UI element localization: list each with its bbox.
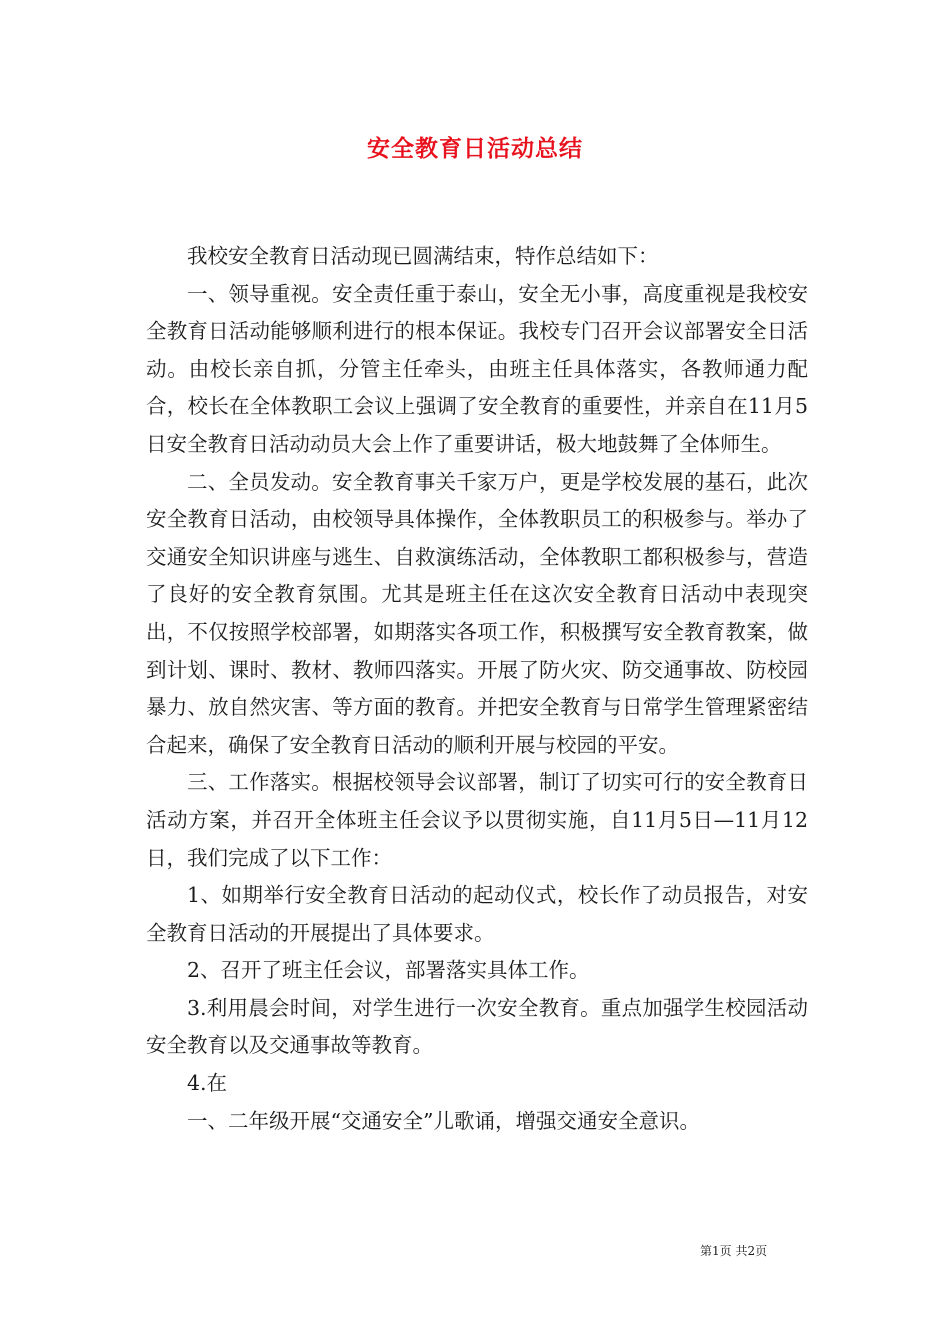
document-body (146, 238, 808, 1140)
paragraph-item-3: 3.利用晨会时间，对学生进行一次安全教育。重点加强学生校园活动安全教育以及交通事故等教育。 (146, 995, 808, 1058)
paragraph-item-2: 2、召开了班主任会议，部署落实具体工作。 (187, 958, 590, 983)
paragraph-intro: 我校安全教育日活动现已圆满结束，特作总结如下： (187, 244, 659, 268)
paragraph-implementation: 三、工作落实。根据校领导会议部署，制订了切实可行的安全教育日活动方案，并召开全体班主任会议予以贯彻实施，自11月5日—11月12日，我们完成了以下工作： (146, 770, 808, 870)
page-number: 第1页 共2页 (700, 1244, 768, 1258)
paragraph-item-1: 1、如期举行安全教育日活动的起动仪式，校长作了动员报告，对安全教育日活动的开展提出了具体要求。 (146, 883, 808, 945)
paragraph-mobilization: 二、全员发动。安全教育事关千家万户，更是学校发展的基石，此次安全教育日活动，由校领导具体操作，全体教职员工的积极参与。举办了交通安全知识讲座与逃生、自救演练活动，全体教职工都积极参与，营造了良好的安全教育氛围。尤其是班主任在这次安全教育日活动中表现突出，不仅按照学校部署，如期落实各项工作，积极撰写安全教育教案，做到计划、课时、教材、教师四落实。开展了防火灾、防交通事故、防校园暴力、放自然灾害、等方面的教育。并把安全教育与日常学生管理紧密结合起来，确保了安全教育日活动的顺利开展与校园的平安。 (146, 469, 808, 757)
paragraph-item-4: 4.在 (187, 1071, 228, 1096)
paragraph-leadership: 一、领导重视。安全责任重于泰山，安全无小事，高度重视是我校安全教育日活动能够顺利进行的根本保证。我校专门召开会议部署安全日活动。由校长亲自抓，分管主任牵头，由班主任具体落实，各教师通力配合，校长在全体教职工会议上强调了安全教育的重要性，并亲自在11月5日安全教育日活动动员大会上作了重要讲话，极大地鼓舞了全体师生。 (146, 281, 808, 456)
paragraph-item-4-continued: 一、二年级开展“交通安全”儿歌诵，增强交通安全意识。 (187, 1108, 700, 1133)
page-title: 安全教育日活动总结 (367, 136, 583, 162)
